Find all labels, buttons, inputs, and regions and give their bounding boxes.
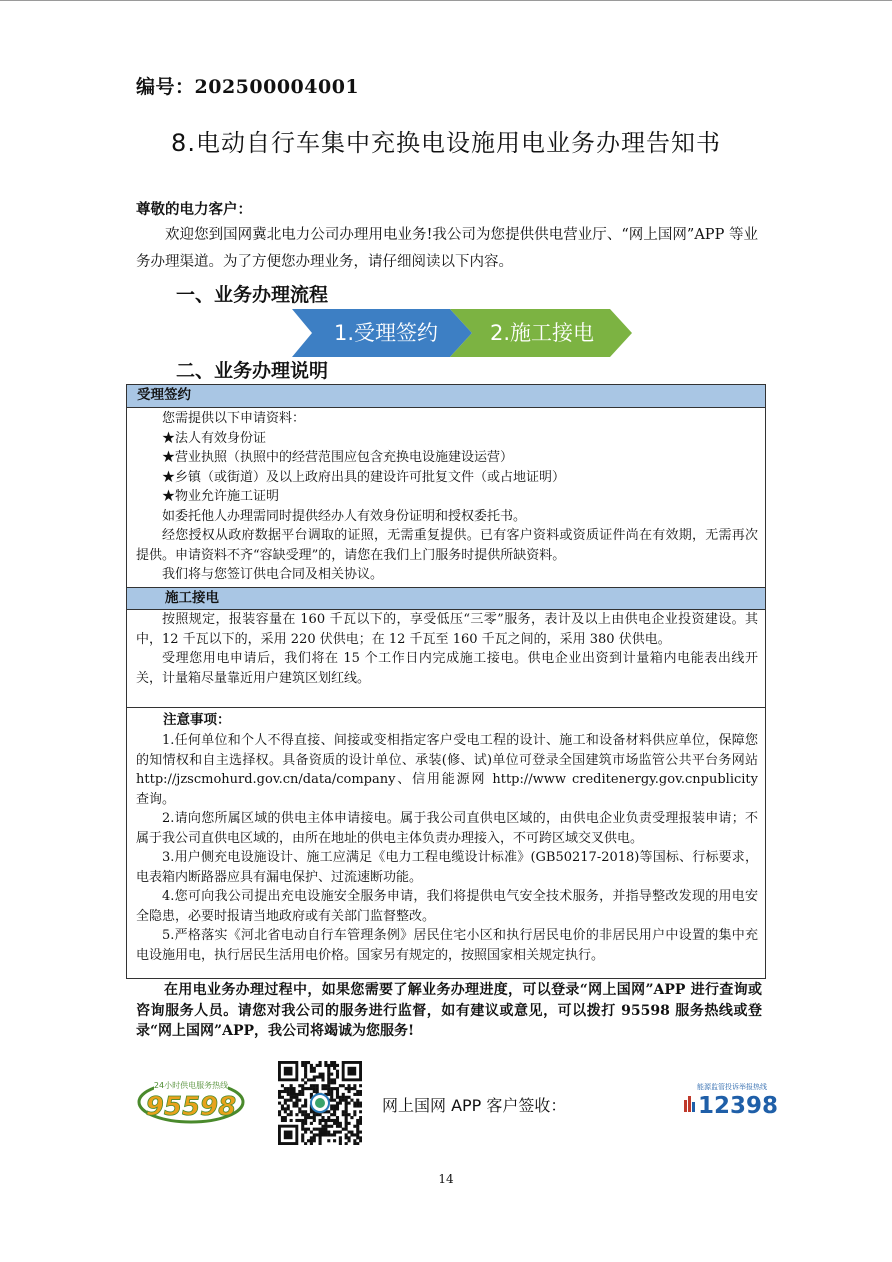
95598-logo-icon xyxy=(136,1075,246,1125)
12398-logo-text: 12398 xyxy=(698,1093,779,1116)
construction-line: 按照规定，报装容量在 160 千瓦以下的，享受低压“三零”服务，表计及以上由供电企业投资建设。其中，12 千瓦以下的，采用 220 伏供电；在 12 千瓦至 160 千瓦之间的，采用 380 伏供电。 xyxy=(136,612,758,647)
notes-title-text: 注意事项： xyxy=(163,712,231,728)
acceptance-body xyxy=(136,409,758,585)
12398-logo-icon xyxy=(684,1080,780,1116)
acceptance-line: 经您授权从政府数据平台调取的证照，无需重复提供。已有客户资料或资质证件尚在有效期，无需再次提供。申请资料不齐“容缺受理”的，请您在我们上门服务时提供所缺资料。 xyxy=(136,528,758,563)
page-number: 14 xyxy=(438,1172,454,1186)
page-top-border xyxy=(0,0,892,1)
95598-logo-caption: 24小时供电服务热线 xyxy=(153,1081,229,1090)
note-item: 2.请向您所属区域的供电主体申请接电。属于我公司直供电区域的，由供电企业负责受理报装申请；不属于我公司直供电区域的，由所在地址的供电主体负责办理接入，不可跨区域交叉供电。 xyxy=(136,811,758,846)
acceptance-line: 我们将与您签订供电合同及相关协议。 xyxy=(162,567,384,582)
95598-logo-text: 95598 xyxy=(145,1092,237,1122)
note-item: 4.您可向我公司提出充电设施安全服务申请，我们将提供电气安全技术服务，并指导整改发现的用电安全隐患，必要时报请当地政府或有关部门监督整改。 xyxy=(136,889,758,924)
note-item: 3.用户侧充电设施设计、施工应满足《电力工程电缆设计标准》(GB50217-2018)等国标、行标要求，电表箱内断路器应具有漏电保护、过流速断功能。 xyxy=(136,850,758,885)
step-1-label: 1.受理签约 xyxy=(333,321,439,345)
section-heading-process: 一、业务办理流程 xyxy=(176,284,329,306)
acceptance-line: 您需提供以下申请资料： xyxy=(162,411,306,426)
construction-body xyxy=(136,610,758,688)
construction-header: 施工接电 xyxy=(127,587,765,610)
notes-divider xyxy=(127,707,765,708)
acceptance-line: ★营业执照（执照中的经营范围应包含充换电设施建设运营） xyxy=(162,450,514,465)
construction-line: 受理您用电申请后，我们将在 15 个工作日内完成施工接电。供电企业出资到计量箱内电能表出线开关，计量箱尽量靠近用户建筑区划红线。 xyxy=(136,651,758,686)
page-title: 8.电动自行车集中充换电设施用电业务办理告知书 xyxy=(171,129,721,157)
notes-title xyxy=(136,711,758,731)
acceptance-line: ★乡镇（或街道）及以上政府出具的建设许可批复文件（或占地证明） xyxy=(162,469,566,485)
step-2-label: 2.施工接电 xyxy=(489,321,595,345)
document-number: 编号：202500004001 xyxy=(136,76,360,98)
notes-body xyxy=(136,731,758,965)
acceptance-line: ★法人有效身份证 xyxy=(162,430,267,446)
acceptance-line: ★物业允许施工证明 xyxy=(162,489,280,504)
intro-paragraph: 欢迎您到国网冀北电力公司办理用电业务!我公司为您提供供电营业厅、“网上国网”APP 等业务办理渠道。为了方便您办理业务，请仔细阅读以下内容。 xyxy=(136,227,758,270)
acceptance-line: 如委托他人办理需同时提供经办人有效身份证明和授权委托书。 xyxy=(162,508,527,524)
12398-logo-caption: 能源监管投诉举报热线 xyxy=(697,1083,767,1091)
customer-signature-label: 网上国网 APP 客户签收： xyxy=(382,1096,567,1115)
note-item: 1.任何单位和个人不得直接、间接或变相指定客户受电工程的设计、施工和设备材料供应单位，保障您的知情权和自主选择权。具备资质的设计单位、承装(修、试)单位可登录全国建筑市场监管公共平台务网站 http://jzscmohurd.gov.cn/data/company、信用能源网 http://www creditenergy.gov.cnpublicity 查询。 xyxy=(136,733,758,807)
footer-notice: 在用电业务办理过程中，如果您需要了解业务办理进度，可以登录“网上国网”APP 进行查询或咨询服务人员。请您对我公司的服务进行监督，如有建议或意见，可以拨打 95598 服务热线或登录“网上国网”APP，我公司将竭诚为您服务! xyxy=(136,982,762,1039)
qr-code-icon xyxy=(278,1061,362,1145)
description-table xyxy=(126,384,766,979)
section-heading-description: 二、业务办理说明 xyxy=(176,360,329,382)
acceptance-header: 受理签约 xyxy=(127,385,765,408)
greeting: 尊敬的电力客户： xyxy=(136,201,252,218)
note-item: 5.严格落实《河北省电动自行车管理条例》居民住宅小区和执行居民电价的非居民用户中设置的集中充电设施用电，执行居民生活用电价格。国家另有规定的，按照国家相关规定执行。 xyxy=(136,928,758,963)
